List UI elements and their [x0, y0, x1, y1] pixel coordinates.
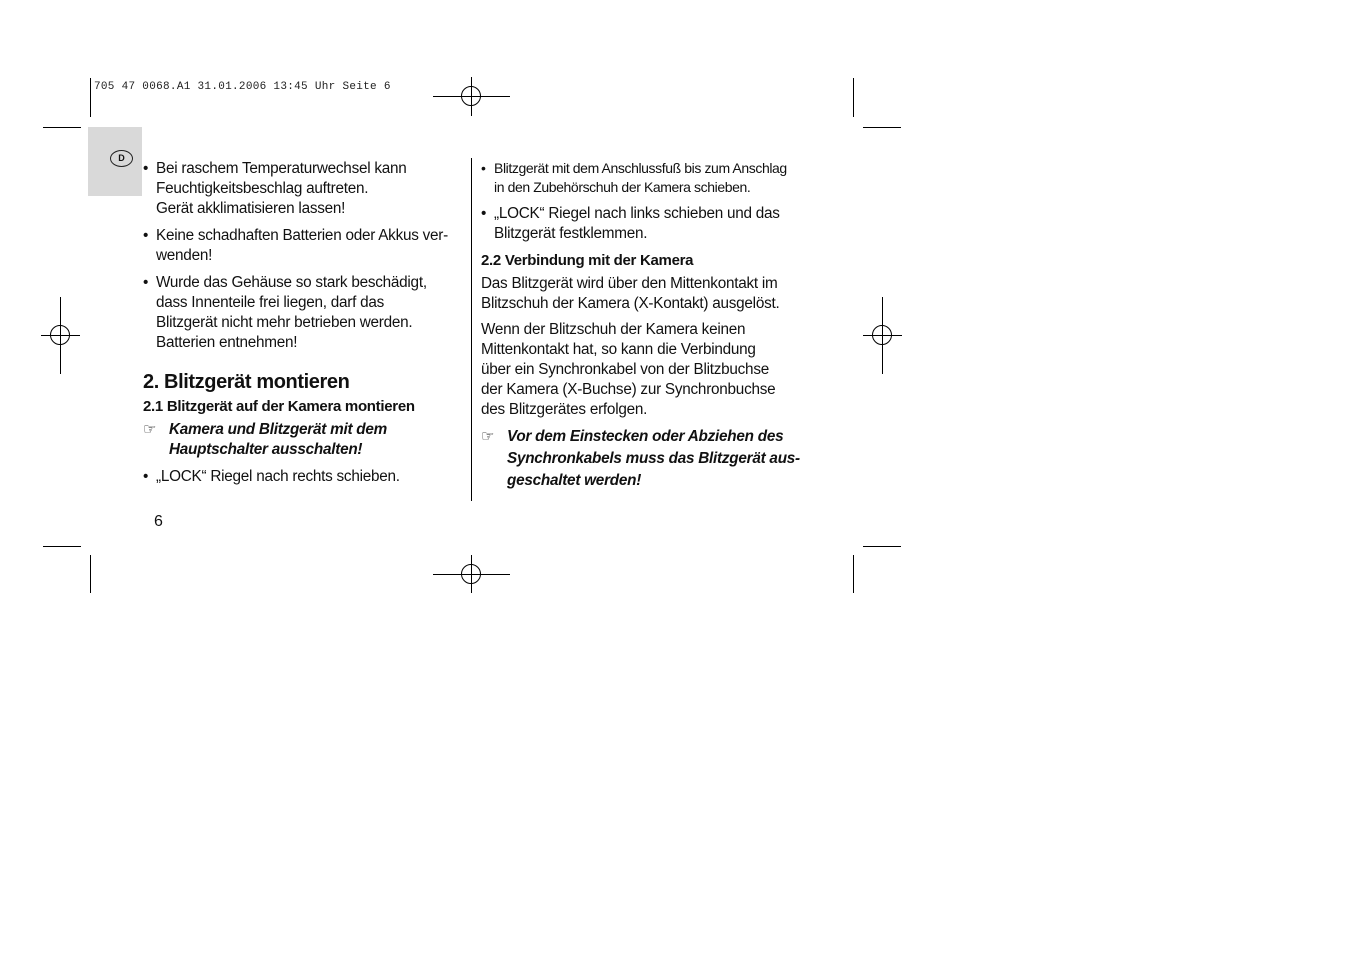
paragraph: Das Blitzgerät wird über den Mittenkontakt im Blitzschuh der Kamera (X-Kontakt) ausgelöst. — [481, 275, 780, 312]
section-heading: 2. Blitzgerät montieren — [143, 371, 350, 393]
page-number: 6 — [154, 513, 163, 530]
right-column — [481, 159, 811, 499]
pointing-hand-icon: ☞ — [143, 421, 157, 438]
language-badge: D — [110, 150, 133, 167]
pointing-hand-icon: ☞ — [481, 428, 495, 445]
subsection-heading: 2.1 Blitzgerät auf der Kamera montieren — [143, 398, 415, 415]
bullet-item: • Wurde das Gehäuse so stark beschädigt, dass Innenteile frei liegen, darf das Blitzgerät nicht mehr betrieben werden. Batterien entnehmen! — [143, 273, 473, 353]
subsection-heading: 2.2 Verbindung mit der Kamera — [481, 252, 694, 269]
print-slug: 705 47 0068.A1 31.01.2006 13:45 Uhr Seite 6 — [94, 81, 391, 93]
bullet-item: • „LOCK“ Riegel nach rechts schieben. — [143, 467, 473, 487]
warning-note: ☞ Kamera und Blitzgerät mit dem Hauptschalter ausschalten! — [143, 421, 387, 458]
warning-note: ☞ Vor dem Einstecken oder Abziehen des Synchronkabels muss das Blitzgerät aus- geschaltet werden! — [481, 428, 800, 489]
bullet-item: • Bei raschem Temperaturwechsel kann Feuchtigkeitsbeschlag auftreten. Gerät akklimatisieren lassen! — [143, 159, 473, 219]
bullet-item: • „LOCK“ Riegel nach links schieben und das Blitzgerät festklemmen. — [481, 204, 811, 244]
bullet-item: • Blitzgerät mit dem Anschlussfuß bis zum Anschlag in den Zubehörschuh der Kamera schieben. — [481, 159, 811, 197]
bullet-item: • Keine schadhaften Batterien oder Akkus ver- wenden! — [143, 226, 473, 266]
left-column — [143, 159, 473, 494]
paragraph: Wenn der Blitzschuh der Kamera keinen Mittenkontakt hat, so kann die Verbindung über ein Synchronkabel von der Blitzbuchse der Kamera (X-Buchse) zur Synchronbuchse des Blitzgerätes erfolgen. — [481, 321, 776, 418]
